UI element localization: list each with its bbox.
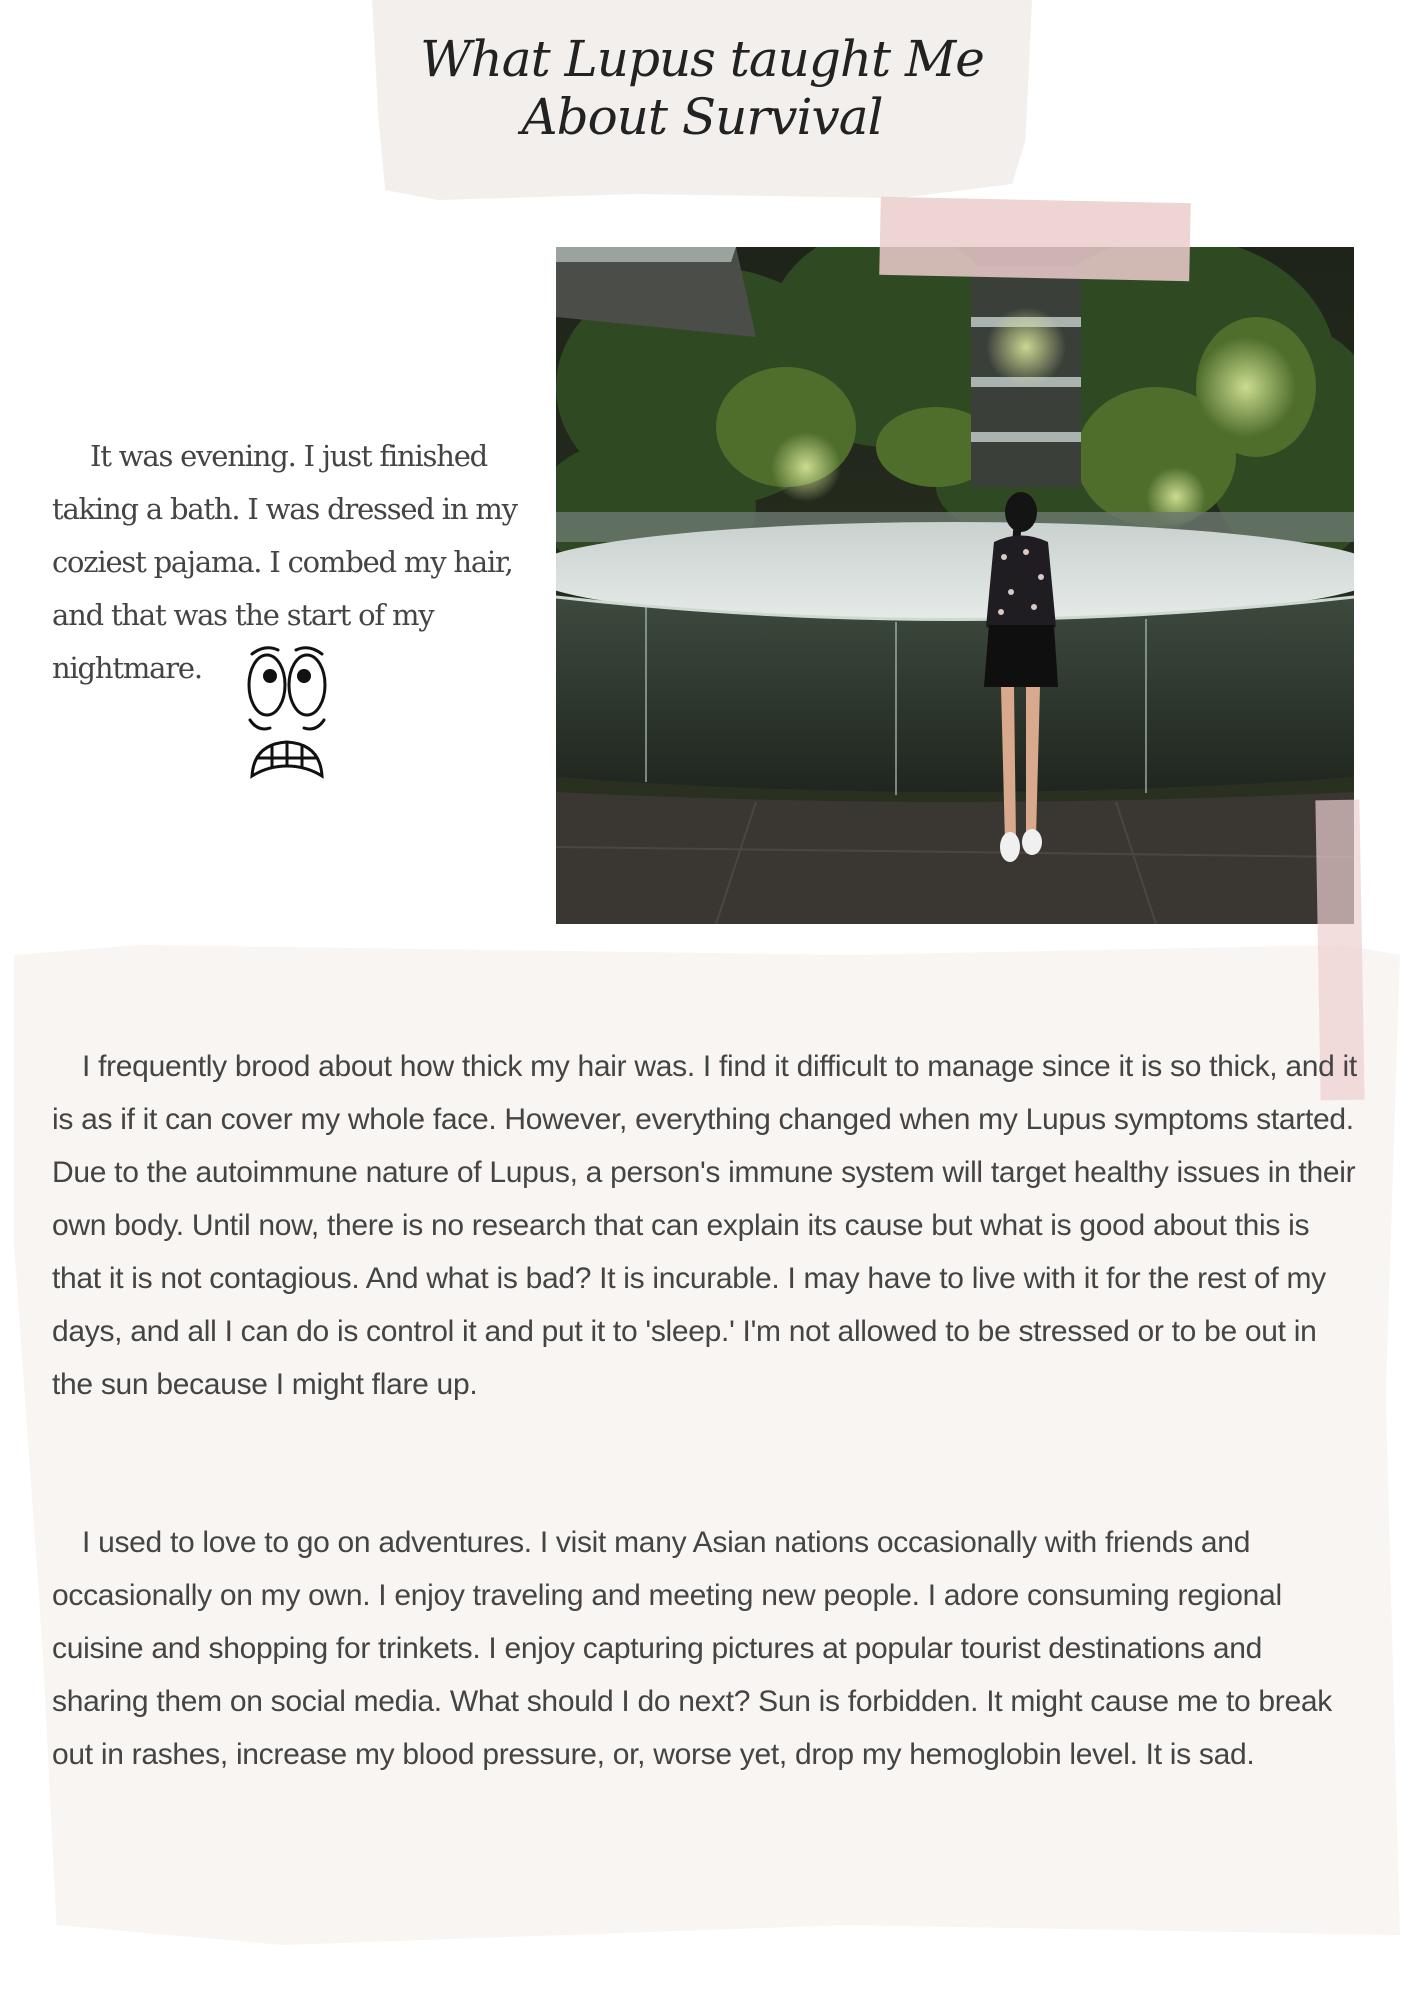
intro-paragraph: It was evening. I just finished taking a bath. I was dressed in my coziest pajama. I combed my hair, and that was the start of my nightmare.: [52, 439, 517, 685]
title-line-2: About Survival: [521, 88, 883, 146]
scared-face-icon: [240, 640, 335, 790]
garden-photo: [556, 247, 1354, 924]
body-paragraph-1: I frequently brood about how thick my hair was. I find it difficult to manage since it is so thick, and it is as if it can cover my whole face. However, everything changed when my Lupus symptoms started. Due to the autoimmune nature of Lupus, a person's immune system will target healthy issues in their own body. Until now, there is no research that can explain its cause but what is good about this is that it is not contagious. And what is bad? It is incurable. I may have to live with it for the rest of my days, and all I can do is control it and put it to 'sleep.' I'm not allowed to be stressed or to be out in the sun because I might flare up.: [52, 1050, 1357, 1401]
page-title: [372, 30, 1032, 146]
tape-strip-top: [879, 197, 1191, 281]
body-paragraph-2: I used to love to go on adventures. I visit many Asian nations occasionally with friends and occasionally on my own. I enjoy traveling and meeting new people. I adore consuming regional cuisine and shopping for trinkets. I enjoy capturing pictures at popular tourist destinations and sharing them on social media. What should I do next? Sun is forbidden. It might cause me to break out in rashes, increase my blood pressure, or, worse yet, drop my hemoglobin level. It is sad.: [52, 1526, 1332, 1771]
title-line-1: What Lupus taught Me: [420, 30, 984, 88]
